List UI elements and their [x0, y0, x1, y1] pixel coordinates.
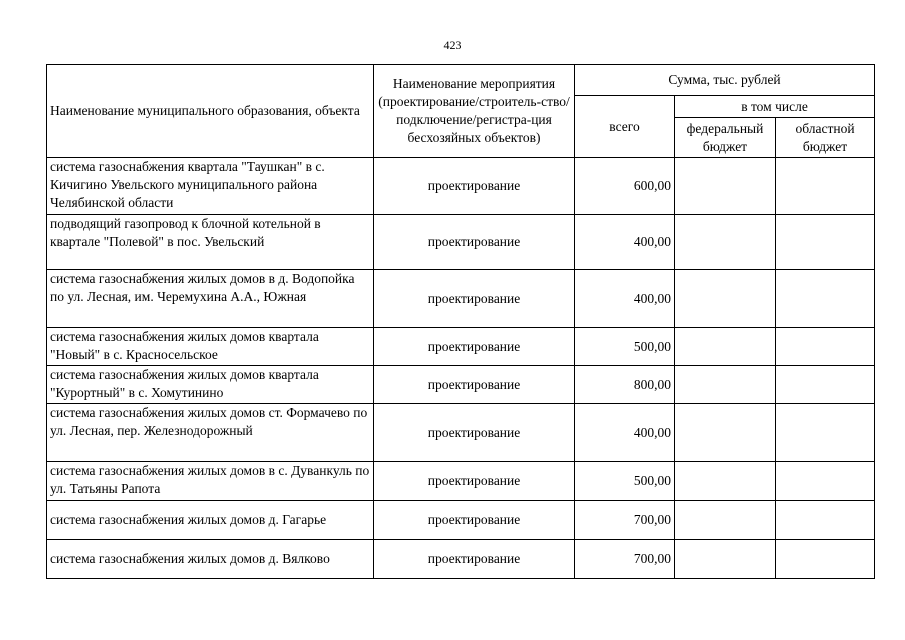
table-body — [47, 158, 875, 579]
cell-total: 400,00 — [575, 270, 675, 328]
table-row — [47, 328, 875, 366]
cell-object: подводящий газопровод к блочной котельной в квартале "Полевой" в пос. Увельский — [47, 215, 374, 270]
table-row — [47, 540, 875, 579]
cell-federal — [675, 270, 776, 328]
budget-table — [46, 64, 875, 579]
cell-federal — [675, 462, 776, 501]
cell-total: 400,00 — [575, 404, 675, 462]
cell-total: 500,00 — [575, 462, 675, 501]
cell-object: система газоснабжения жилых домов д. Гагарье — [47, 501, 374, 540]
cell-regional — [776, 215, 875, 270]
header-including: в том числе — [675, 96, 875, 118]
cell-regional — [776, 270, 875, 328]
cell-total: 700,00 — [575, 501, 675, 540]
header-total: всего — [575, 96, 675, 158]
page-number: 423 — [443, 38, 462, 52]
header-regional: областной бюджет — [776, 118, 875, 158]
cell-activity: проектирование — [374, 328, 575, 366]
cell-object: система газоснабжения жилых домов в с. Дуванкуль по ул. Татьяны Рапота — [47, 462, 374, 501]
cell-object: система газоснабжения жилых домов д. Вялково — [47, 540, 374, 579]
cell-activity: проектирование — [374, 270, 575, 328]
cell-activity: проектирование — [374, 404, 575, 462]
cell-regional — [776, 366, 875, 404]
table-header — [47, 65, 875, 158]
table-row — [47, 404, 875, 462]
table-row — [47, 158, 875, 215]
cell-federal — [675, 540, 776, 579]
cell-regional — [776, 540, 875, 579]
table-row — [47, 462, 875, 501]
header-object: Наименование муниципального образования, объекта — [47, 65, 374, 158]
cell-federal — [675, 501, 776, 540]
table-row — [47, 270, 875, 328]
cell-total: 800,00 — [575, 366, 675, 404]
cell-object: система газоснабжения жилых домов в д. Водопойка по ул. Лесная, им. Черемухина А.А., Южная — [47, 270, 374, 328]
cell-object: система газоснабжения жилых домов квартала "Курортный" в с. Хомутинино — [47, 366, 374, 404]
cell-regional — [776, 158, 875, 215]
cell-federal — [675, 328, 776, 366]
header-activity: Наименование мероприятия (проектирование/строитель-ство/подключение/регистра-ция бесхозяйных объектов) — [374, 65, 575, 158]
cell-activity: проектирование — [374, 540, 575, 579]
cell-activity: проектирование — [374, 366, 575, 404]
table-row — [47, 501, 875, 540]
cell-regional — [776, 404, 875, 462]
cell-federal — [675, 158, 776, 215]
cell-federal — [675, 404, 776, 462]
cell-activity: проектирование — [374, 158, 575, 215]
header-sum: Сумма, тыс. рублей — [575, 65, 875, 96]
cell-activity: проектирование — [374, 501, 575, 540]
cell-total: 500,00 — [575, 328, 675, 366]
cell-regional — [776, 462, 875, 501]
cell-activity: проектирование — [374, 215, 575, 270]
table-row — [47, 215, 875, 270]
cell-object: система газоснабжения жилых домов ст. Формачево по ул. Лесная, пер. Железнодорожный — [47, 404, 374, 462]
cell-object: система газоснабжения жилых домов квартала "Новый" в с. Красносельское — [47, 328, 374, 366]
cell-total: 400,00 — [575, 215, 675, 270]
header-federal: федеральный бюджет — [675, 118, 776, 158]
cell-regional — [776, 501, 875, 540]
cell-object: система газоснабжения квартала "Таушкан" в с. Кичигино Увельского муниципального района Челябинской области — [47, 158, 374, 215]
cell-federal — [675, 215, 776, 270]
cell-total: 700,00 — [575, 540, 675, 579]
cell-total: 600,00 — [575, 158, 675, 215]
table-row — [47, 366, 875, 404]
cell-regional — [776, 328, 875, 366]
header-row — [47, 65, 875, 96]
cell-activity: проектирование — [374, 462, 575, 501]
cell-federal — [675, 366, 776, 404]
